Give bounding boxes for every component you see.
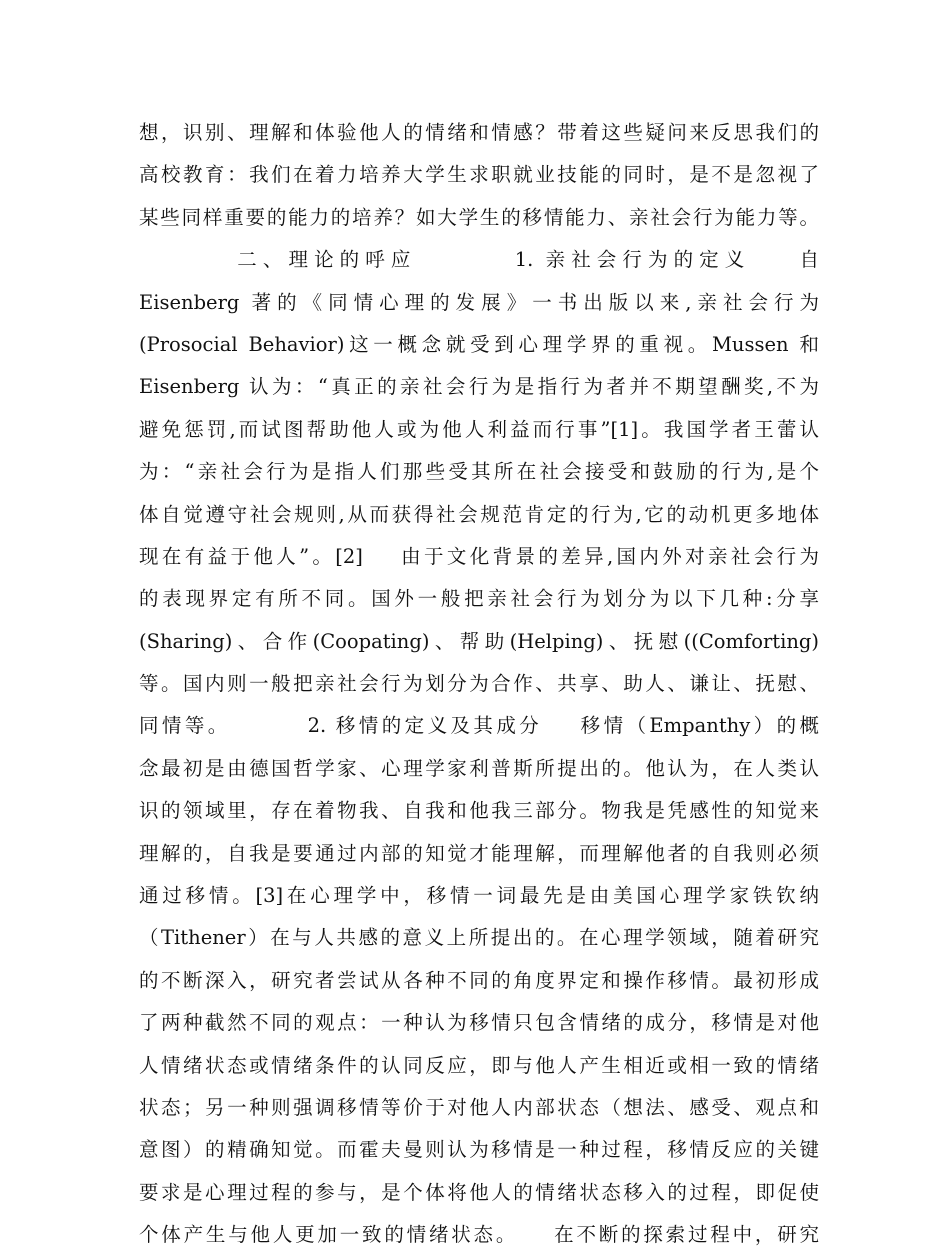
text-line: 某些同样重要的能力的培养？如大学生的移情能力、亲社会行为能力等。 <box>139 205 819 229</box>
text-line: Eisenberg 认为：“真正的亲社会行为是指行为者并不期望酬奖,不为 <box>139 375 819 399</box>
text-line: 为：“亲社会行为是指人们那些受其所在社会接受和鼓励的行为,是个 <box>139 460 819 484</box>
text-line: 等。国内则一般把亲社会行为划分为合作、共享、助人、谦让、抚慰、 <box>139 672 819 696</box>
text-line: 想，识别、理解和体验他人的情绪和情感？带着这些疑问来反思我们的 <box>139 121 819 144</box>
text-line: 了两种截然不同的观点：一种认为移情只包含情绪的成分，移情是对他 <box>139 1011 819 1035</box>
text-line: 识的领域里，存在着物我、自我和他我三部分。物我是凭感性的知觉来 <box>139 799 819 823</box>
text-line: 现在有益于他人”。[2] 由于文化背景的差异,国内外对亲社会行为 <box>139 544 819 568</box>
text-line: 个体产生与他人更加一致的情绪状态。 在不断的探索过程中，研究 <box>139 1223 819 1247</box>
subsection-heading-line: 同情等。 2. 移情的定义及其成分 移情（Empanthy）的概 <box>139 714 819 738</box>
text-line: 理解的，自我是要通过内部的知觉才能理解，而理解他者的自我则必须 <box>139 841 819 865</box>
text-line: 通过移情。[3]在心理学中，移情一词最先是由美国心理学家铁钦纳 <box>139 884 819 908</box>
section-heading-line: 二、理论的呼应 1. 亲社会行为的定义 自 <box>139 248 819 272</box>
text-line: 体自觉遵守社会规则,从而获得社会规范肯定的行为,它的动机更多地体 <box>139 502 819 526</box>
text-line: Eisenberg 著的《同情心理的发展》一书出版以来,亲社会行为 <box>139 290 819 314</box>
text-line: （Tithener）在与人共感的意义上所提出的。在心理学领域，随着研究 <box>139 926 819 950</box>
text-line: 高校教育：我们在着力培养大学生求职就业技能的同时，是不是忽视了 <box>139 163 819 187</box>
text-line: 意图）的精确知觉。而霍夫曼则认为移情是一种过程，移情反应的关键 <box>139 1138 819 1162</box>
text-line: 要求是心理过程的参与，是个体将他人的情绪状态移入的过程，即促使 <box>139 1180 819 1204</box>
text-line: 避免惩罚,而试图帮助他人或为他人利益而行事”[1]。我国学者王蕾认 <box>139 417 819 441</box>
body-text <box>139 112 819 1257</box>
text-line: 的表现界定有所不同。国外一般把亲社会行为划分为以下几种:分享 <box>139 587 819 611</box>
text-line: 念最初是由德国哲学家、心理学家利普斯所提出的。他认为，在人类认 <box>139 756 819 780</box>
text-line: 状态；另一种则强调移情等价于对他人内部状态（想法、感受、观点和 <box>139 1095 819 1119</box>
text-line: 人情绪状态或情绪条件的认同反应，即与他人产生相近或相一致的情绪 <box>139 1053 819 1077</box>
text-line: 的不断深入，研究者尝试从各种不同的角度界定和操作移情。最初形成 <box>139 968 819 992</box>
text-line: (Prosocial Behavior)这一概念就受到心理学界的重视。Mussen 和 <box>139 332 819 356</box>
text-line: (Sharing)、合作(Coopating)、帮助(Helping)、抚慰((Comforting) <box>139 629 819 653</box>
